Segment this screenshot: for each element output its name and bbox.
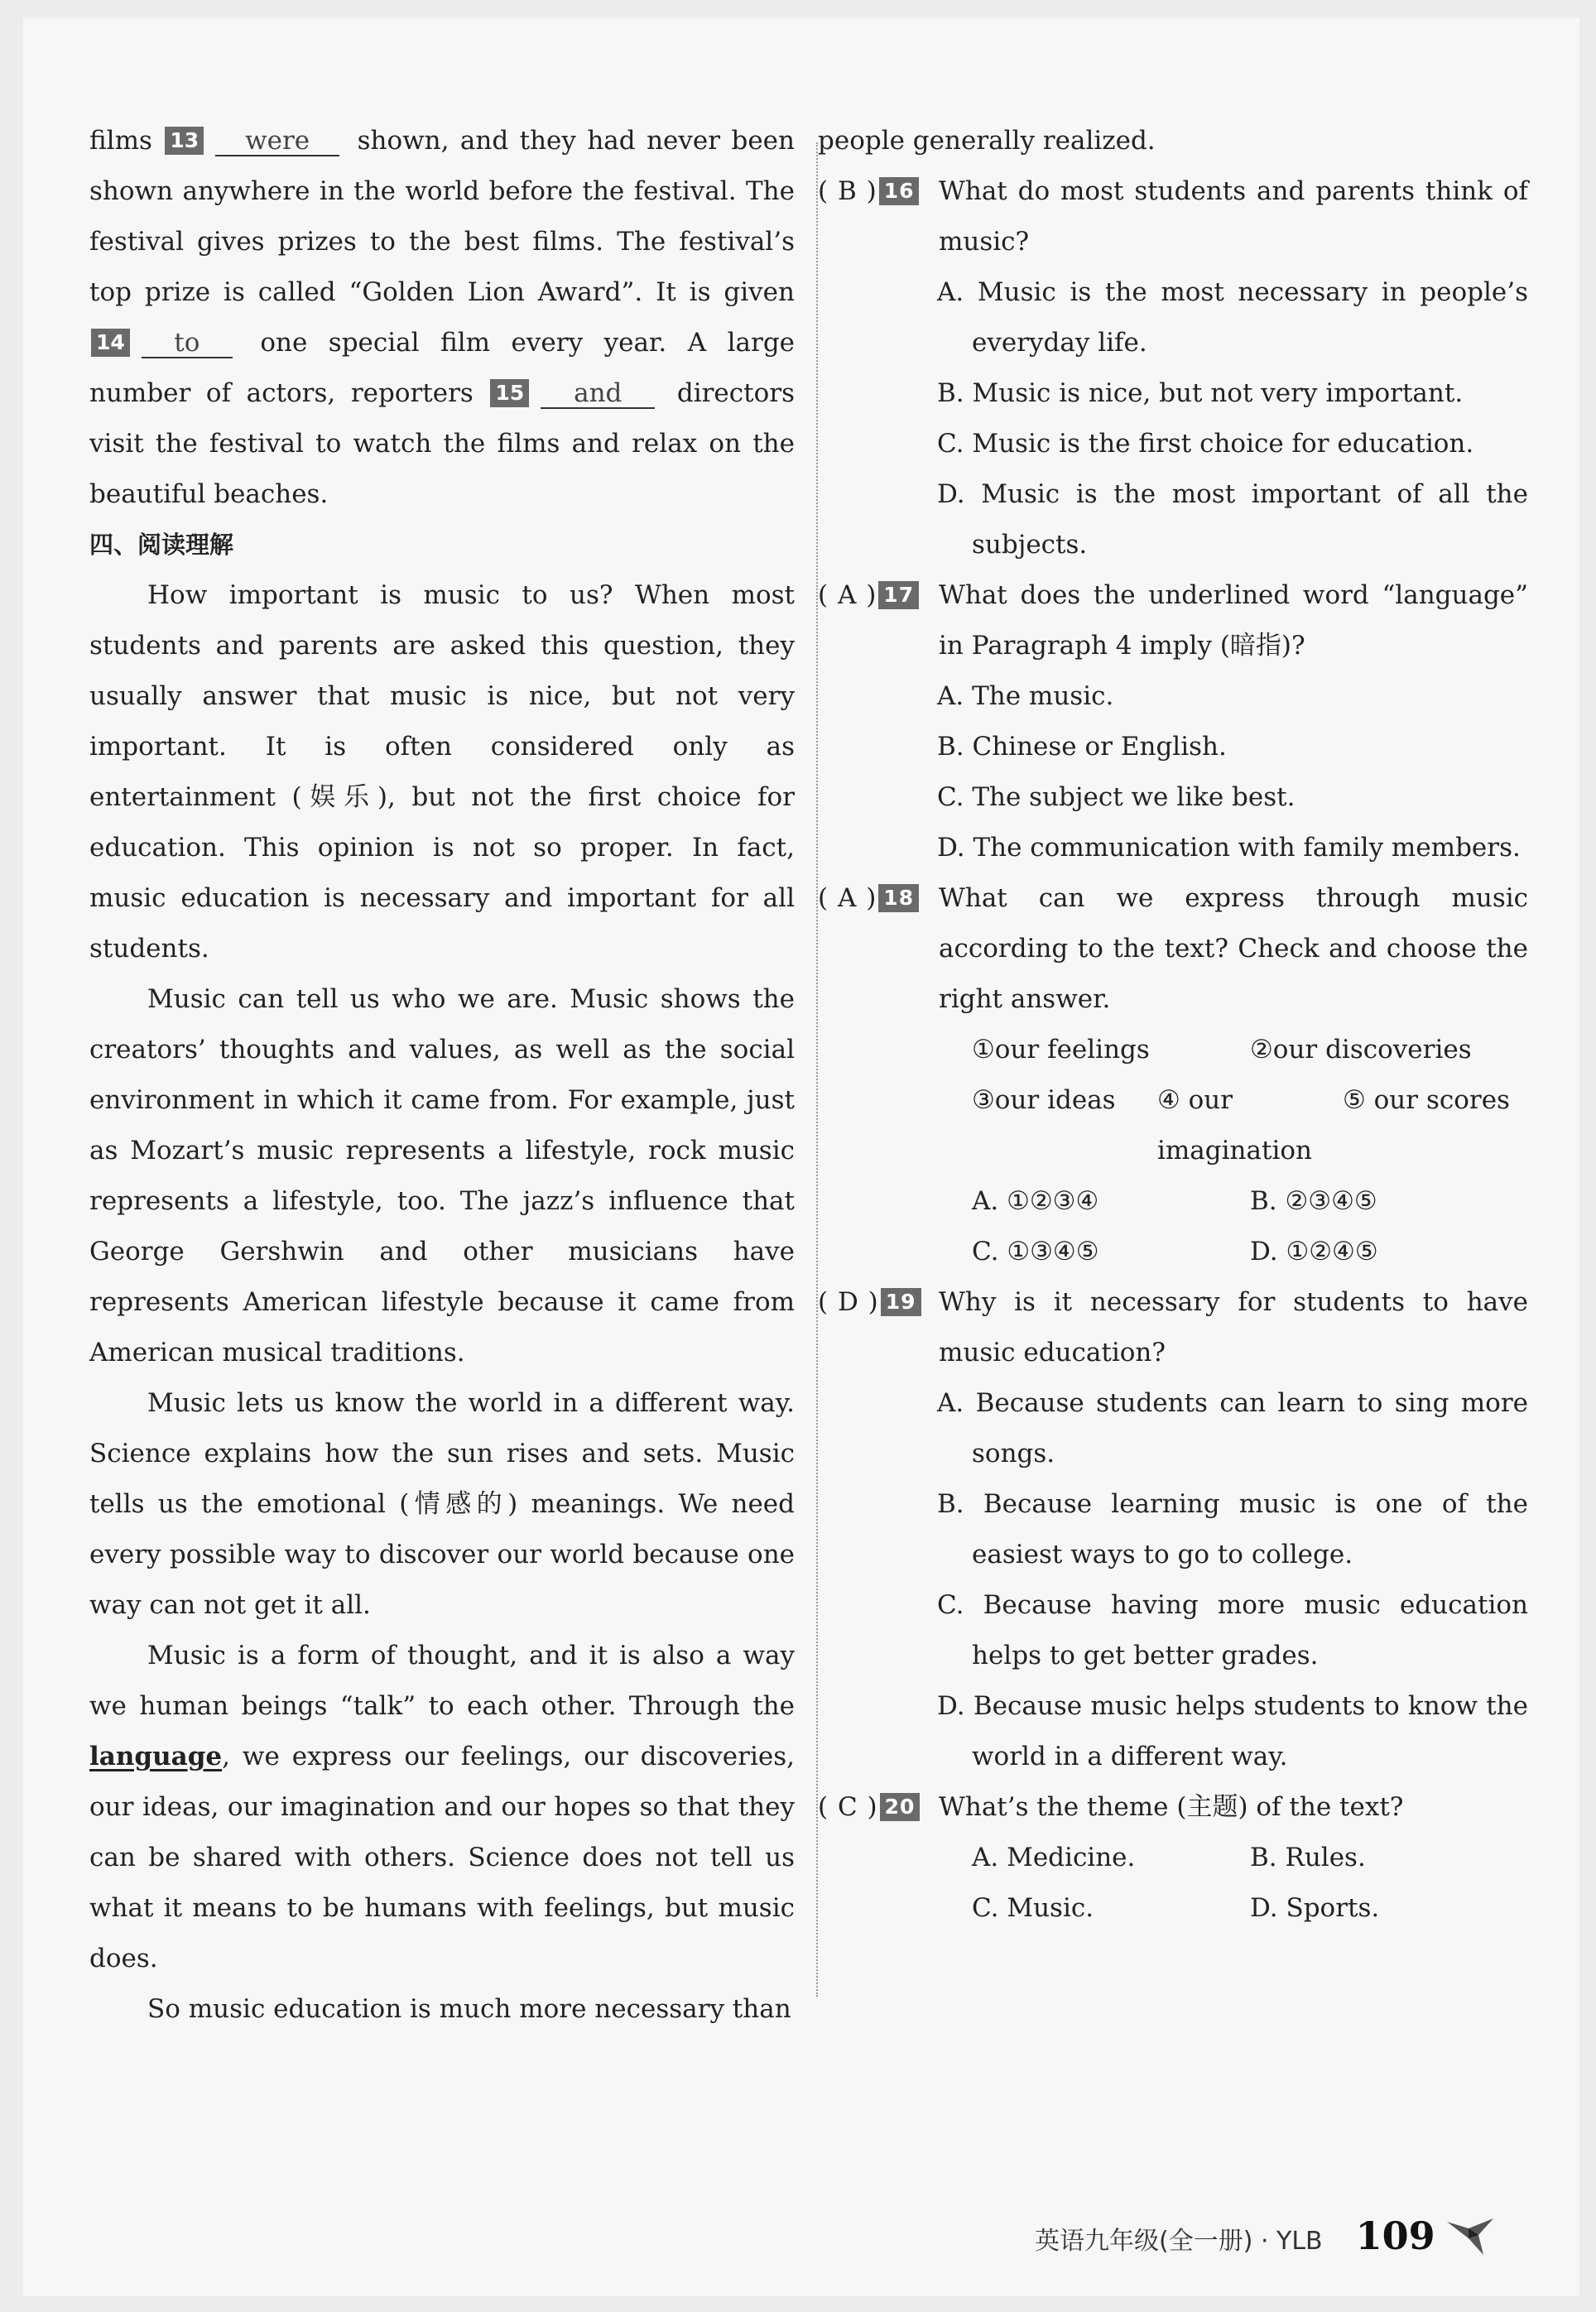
option-a: A. The music. [937,681,1114,711]
cloze-paragraph: films 13 were shown, and they had never been shown anywhere in the world before the festival. The festival gives prizes to the best films. The festival’s top prize is called “Golden Lion Award”. It is given 14 to one special film every year. A large number of actors, reporters 15 and directors visit the festival to watch the films and relax on the beautiful beaches. [89,126,796,509]
options-row-ab [818,1176,1528,1227]
option-a: A. Music is the most necessary in people’s everyday life. [937,277,1528,358]
option-c: C. ①③④⑤ [972,1237,1099,1267]
answer-mark: ( A ) 18 [818,873,939,1025]
question-19 [818,1277,1528,1378]
choice-items-row-2: ③our ideas ④ our imagination ⑤ our scores [972,1085,1510,1166]
option-b: B. Because learning music is one of the easiest ways to go to college. [937,1489,1528,1569]
question-number: 19 [881,1288,921,1316]
question-17 [818,570,1528,671]
option-b: B. Rules. [1250,1843,1366,1872]
option-c: C. Because having more music education helps to get better grades. [937,1590,1528,1670]
option-c: C. The subject we like best. [937,782,1296,812]
options-row-cd [818,1883,1528,1934]
question-text: What do most students and parents think of music? [939,176,1528,257]
page-footer [1035,2213,1497,2260]
option-b: B. ②③④⑤ [1250,1186,1377,1216]
passage-paragraph-5: So music education is much more necessary than [147,1994,791,2024]
option-d: D. Because music helps students to know the world in a different way. [937,1691,1528,1771]
option-b: B. Music is nice, but not very important. [937,378,1464,408]
answer-mark: ( D ) 19 [818,1277,939,1378]
answer-blank-14: to [142,329,233,358]
options-row-cd [818,1227,1528,1277]
option-d: D. Sports. [1250,1893,1380,1923]
option-c: C. Music is the first choice for education. [937,429,1474,459]
option-c: C. Music. [972,1893,1094,1923]
section-title: 四、阅读理解 [89,531,234,559]
right-column [818,116,1528,1934]
option-b: B. Chinese or English. [937,732,1227,762]
question-18 [818,873,1528,1025]
answer-blank-15: and [541,379,655,409]
choice-items-row-1: ①our feelings ②our discoveries [972,1035,1472,1065]
passage-paragraph-4: Music is a form of thought, and it is also a way we human beings “talk” to each other. Through the language, we express our feelings, our discoveries, our ideas, our imagination and our hopes so that they can be shared with others. Science does not tell us what it means to be humans with feelings, but music does. [89,1641,795,1973]
passage-paragraph-1: How important is music to us? When most students and parents are asked this question, they usually answer that music is nice, but not very important. It is often considered only as entertainment (娱乐), but not the first choice for education. This opinion is not so proper. In fact, music education is necessary and important for all students. [89,580,795,964]
underlined-word-language: language [89,1742,223,1771]
option-a: A. ①②③④ [972,1186,1099,1216]
question-number-13: 13 [165,127,204,155]
question-number: 17 [878,581,919,609]
workbook-page [23,18,1579,2296]
book-title: 英语九年级(全一册) · YLB [1035,2227,1323,2256]
option-d: D. Music is the most important of all the subjects. [937,479,1528,560]
option-d: D. ①②④⑤ [1250,1237,1378,1267]
passage-paragraph-3: Music lets us know the world in a different way. Science explains how the sun rises and sets. Music tells us the emotional (情感的) meanings. We need every possible way to discover our world because one way can not get it all. [89,1388,795,1620]
option-a: A. Because students can learn to sing more songs. [937,1388,1528,1468]
question-number: 18 [878,884,919,912]
answer-mark: ( B ) 16 [818,166,939,267]
question-number: 16 [879,177,920,205]
question-text: What does the underlined word “language” in Paragraph 4 imply (暗指)? [939,580,1528,661]
question-text: Why is it necessary for students to have music education? [939,1287,1528,1367]
answer-blank-13: were [215,127,339,156]
question-text: What’s the theme (主题) of the text? [939,1792,1404,1822]
bird-logo-icon [1444,2213,1497,2260]
options-row-ab [818,1833,1528,1883]
answer-mark: ( A ) 17 [818,570,939,671]
question-number-15: 15 [490,379,529,407]
option-d: D. The communication with family members. [937,833,1521,863]
question-20 [818,1782,1528,1833]
question-text: What can we express through music according to the text? Check and choose the right answer. [939,883,1528,1014]
question-number: 20 [880,1793,921,1821]
page-number: 109 [1355,2213,1435,2258]
passage-continuation: people generally realized. [818,126,1156,156]
question-16 [818,166,1528,267]
option-a: A. Medicine. [972,1843,1136,1872]
passage-paragraph-2: Music can tell us who we are. Music shows the creators’ thoughts and values, as well as the social environment in which it came from. For example, just as Mozart’s music represents a lifestyle, rock music represents a lifestyle, too. The jazz’s influence that George Gershwin and other musicians have represents American lifestyle because it came from American musical traditions. [89,984,795,1367]
answer-mark: ( C ) 20 [818,1782,939,1833]
question-number-14: 14 [91,329,130,357]
left-column [89,116,795,2035]
